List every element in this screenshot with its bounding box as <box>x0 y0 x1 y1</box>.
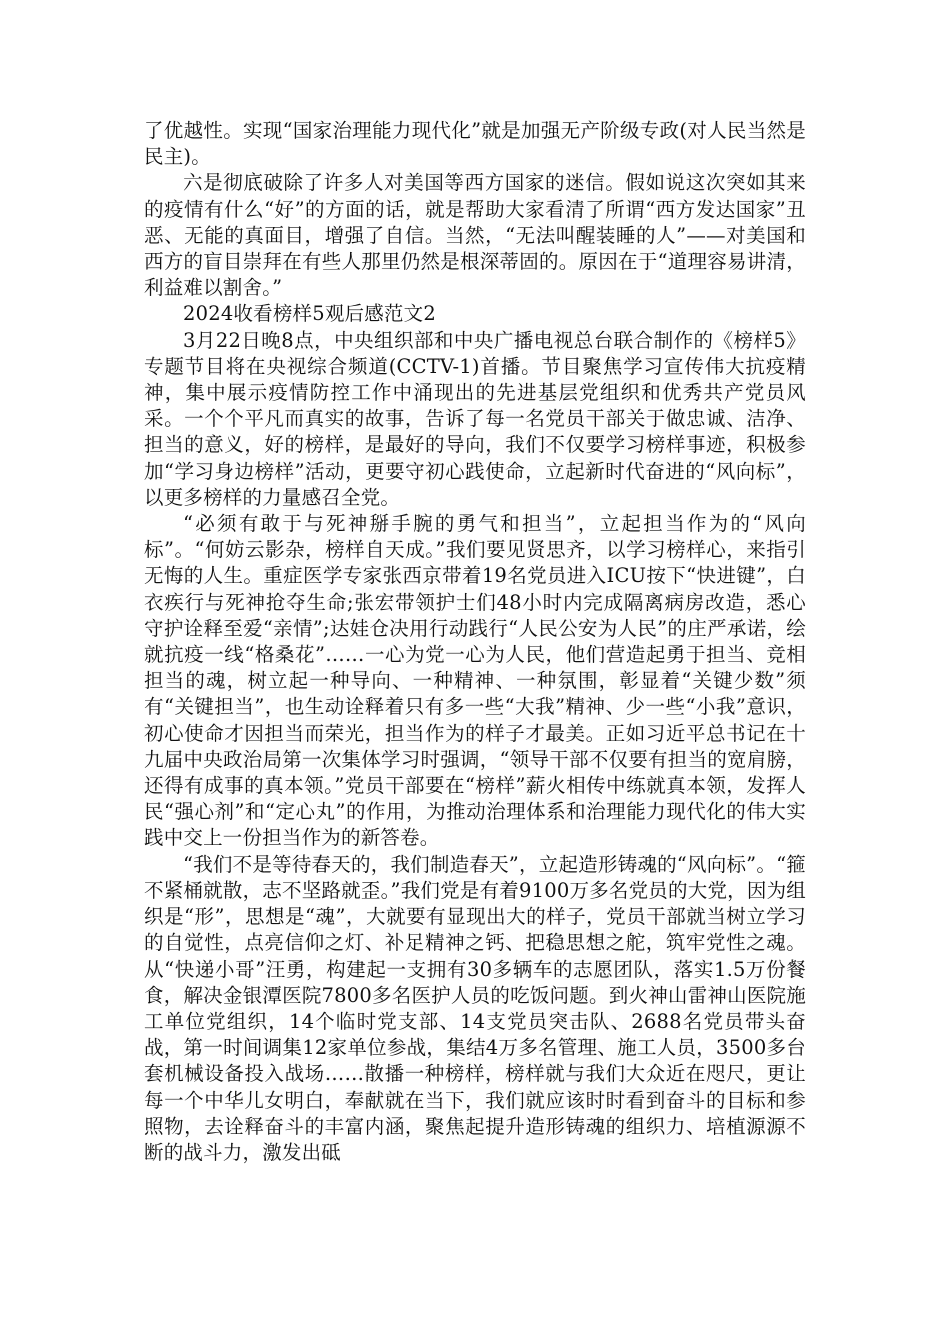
paragraph-spring: “我们不是等待春天的，我们制造春天”，立起造形铸魂的“风向标”。“箍不紧桶就散，志不坚路就歪。”我们党是有着9100万多名党员的大党，因为组织是“形”，思想是“魂”，大就要有显现出大的样子，党员干部就当树立学习的自觉性，点亮信仰之灯、补足精神之钙、把稳思想之舵，筑牢党性之魂。从“快递小哥”汪勇，构建起一支拥有30多辆车的志愿团队，落实1.5万份餐食，解决金银潭医院7800多名医护人员的吃饭问题。到火神山雷神山医院施工单位党组织，14个临时党支部、14支党员突击队、2688名党员带头奋战，第一时间调集12家单位参战，集结4万多名管理、施工人员，3500多台套机械设备投入战场……散播一种榜样，榜样就与我们大众近在咫尺，更让每一个中华儿女明白，奉献就在当下，我们就应该时时看到奋斗的目标和参照物，去诠释奋斗的丰富内涵，聚焦起提升造形铸魂的组织力、培植源源不断的战斗力，激发出砥 <box>144 852 806 1164</box>
paragraph-point-six: 六是彻底破除了许多人对美国等西方国家的迷信。假如说这次突如其来的疫情有什么“好”的方面的话，就是帮助大家看清了所谓“西方发达国家”丑恶、无能的真面目，增强了自信。当然，“无法叫醒装睡的人”——对美国和西方的盲目崇拜在有些人那里仍然是根深蒂固的。原因在于“道理容易讲清，利益难以割舍。” <box>144 171 806 300</box>
section-heading: 2024收看榜样5观后感范文2 <box>183 302 436 326</box>
paragraph-intro-continuation: 了优越性。实现“国家治理能力现代化”就是加强无产阶级专政(对人民当然是民主)。 <box>144 119 806 169</box>
document-page <box>144 118 806 1166</box>
paragraph-program-intro: 3月22日晚8点，中央组织部和中央广播电视总台联合制作的《榜样5》专题节目将在央视综合频道(CCTV-1)首播。节目聚焦学习宣传伟大抗疫精神，集中展示疫情防控工作中涌现出的先进基层党组织和优秀共产党员风采。一个个平凡而真实的故事，告诉了每一名党员干部关于做忠诚、洁净、担当的意义，好的榜样，是最好的导向，我们不仅要学习榜样事迹，积极参加“学习身边榜样”活动，更要守初心践使命，立起新时代奋进的“风向标”，以更多榜样的力量感召全党。 <box>144 328 806 509</box>
paragraph-responsibility: “必须有敢于与死神掰手腕的勇气和担当”，立起担当作为的“风向标”。“何妨云影杂，榜样自天成。”我们要见贤思齐，以学习榜样心，来指引无悔的人生。重症医学专家张西京带着19名党员进入ICU按下“快进键”，白衣疾行与死神抢夺生命;张宏带领护士们48小时内完成隔离病房改造，悉心守护诠释至爱“亲情”;达娃仓决用行动践行“人民公安为人民”的庄严承诺，绘就抗疫一线“格桑花”……一心为党一心为人民，他们营造起勇于担当、竞相担当的魂，树立起一种导向、一种精神、一种氛围，彰显着“关键少数”须有“关键担当”，也生动诠释着只有多一些“大我”精神、少一些“小我”意识，初心使命才因担当而荣光，担当作为的样子才最美。正如习近平总书记在十九届中央政治局第一次集体学习时强调，“领导干部不仅要有担当的宽肩膀，还得有成事的真本领。”党员干部要在“榜样”薪火相传中练就真本领，发挥人民“强心剂”和“定心丸”的作用，为推动治理体系和治理能力现代化的伟大实践中交上一份担当作为的新答卷。 <box>144 512 806 850</box>
